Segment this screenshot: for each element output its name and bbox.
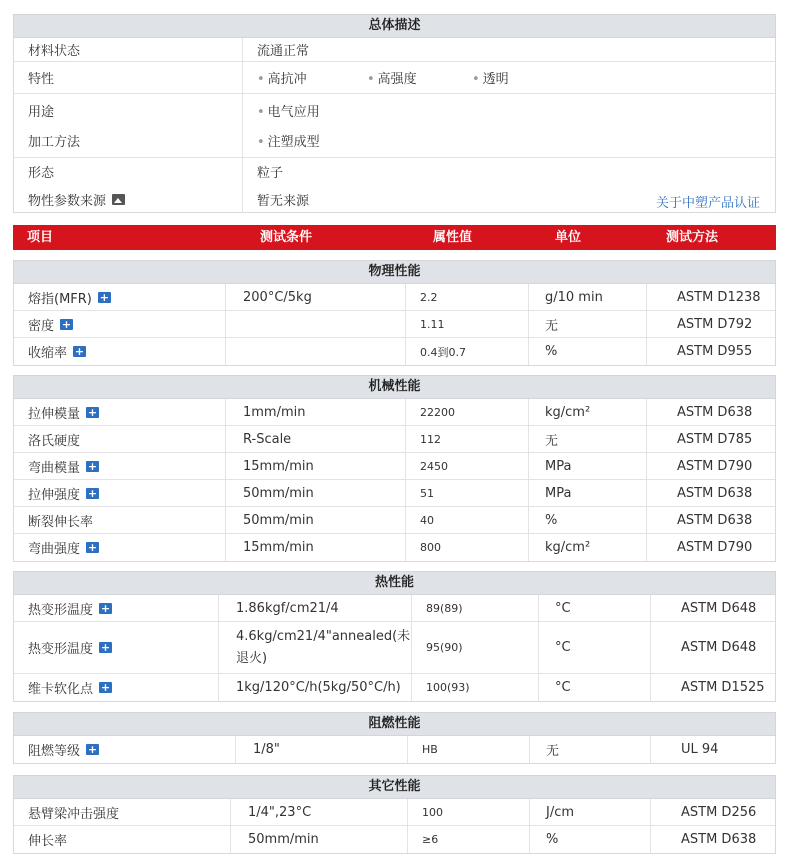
- processing-label: 加工方法: [28, 134, 81, 150]
- property-unit: %: [545, 344, 558, 359]
- cell-unit: [530, 736, 651, 763]
- cell-cond: [219, 622, 412, 673]
- cell-name: [14, 338, 226, 365]
- property-cond: 4.6kg/cm21/4"annealed(未退火): [236, 628, 411, 666]
- property-method: ASTM D790: [677, 540, 753, 555]
- property-value: 2450: [420, 459, 448, 473]
- property-value: 2.2: [420, 290, 438, 304]
- cell-unit: [539, 595, 651, 621]
- cell-method: [651, 595, 775, 621]
- overview-title: 总体描述: [368, 18, 421, 33]
- cell-cond: [226, 426, 406, 452]
- property-name: 阻燃等级: [28, 744, 81, 759]
- property-name: 洛氏硬度: [28, 433, 81, 449]
- cell-name: [14, 826, 231, 853]
- property-method: UL 94: [681, 742, 719, 757]
- table-row: [14, 480, 775, 507]
- table-row: [14, 674, 775, 701]
- cell-method: [651, 826, 775, 853]
- cell-value: [406, 534, 529, 561]
- cell-unit: [539, 622, 651, 673]
- section-title: 物理性能: [368, 264, 421, 279]
- cell-unit: [529, 426, 647, 452]
- table-row: [14, 338, 775, 365]
- col-method: 测试方法: [666, 230, 719, 245]
- uses-processing-row: [14, 94, 775, 158]
- section-header: [13, 571, 776, 595]
- property-value: ≥6: [422, 833, 439, 846]
- feature-item: • 高强度: [367, 72, 417, 87]
- cell-name: [14, 284, 226, 310]
- cell-cond: [226, 507, 406, 533]
- property-method: ASTM D648: [681, 600, 757, 616]
- cell-name: [14, 453, 226, 479]
- property-name: 断裂伸长率: [28, 514, 94, 530]
- section-header: [13, 712, 776, 736]
- property-cond: 1/8": [253, 742, 280, 757]
- col-item: 项目: [27, 230, 54, 245]
- cell-method: [647, 534, 775, 561]
- property-unit: g/10 min: [545, 289, 603, 305]
- property-name: 熔指(MFR): [28, 291, 92, 307]
- property-name: 热变形温度: [28, 642, 94, 657]
- cell-name: [14, 736, 236, 763]
- table-row: [14, 799, 775, 826]
- property-unit: MPa: [545, 485, 572, 501]
- cell-unit: [529, 338, 647, 365]
- cell-value: [406, 453, 529, 479]
- table-row: [14, 399, 775, 426]
- table-row: [14, 622, 775, 674]
- cell-cond: [226, 284, 406, 310]
- section-table: [13, 284, 776, 366]
- property-cond: 50mm/min: [243, 512, 314, 528]
- section-table: [13, 736, 776, 764]
- section-header: [13, 375, 776, 399]
- cell-name: [14, 534, 226, 561]
- cell-method: [647, 338, 775, 365]
- cell-cond: [219, 595, 412, 621]
- table-row: [14, 534, 775, 561]
- property-cond: 50mm/min: [243, 485, 314, 501]
- property-unit: 无: [545, 318, 559, 334]
- cell-method: [647, 453, 775, 479]
- cell-value: [406, 426, 529, 452]
- cell-name: [14, 311, 226, 337]
- uses-label: 用途: [28, 105, 55, 121]
- material-state-row: [14, 38, 775, 62]
- property-value: 95(90): [426, 641, 463, 654]
- property-cond: 1mm/min: [243, 404, 306, 420]
- property-method: ASTM D1238: [677, 289, 761, 305]
- features-row: [14, 62, 775, 94]
- expand-plus-icon[interactable]: +: [87, 743, 98, 756]
- cell-name: [14, 595, 219, 621]
- cell-method: [651, 736, 775, 763]
- property-method: ASTM D638: [677, 404, 753, 420]
- property-method: ASTM D648: [681, 640, 757, 655]
- property-cond: R-Scale: [243, 431, 292, 447]
- col-unit: 单位: [555, 230, 582, 245]
- property-unit: kg/cm²: [545, 404, 591, 420]
- property-method: ASTM D955: [677, 344, 753, 359]
- cell-value: [406, 399, 529, 425]
- property-value: 100(93): [426, 681, 470, 694]
- expand-plus-icon[interactable]: +: [87, 541, 98, 554]
- property-method: ASTM D790: [677, 458, 753, 474]
- source-label-wrap: [28, 190, 125, 209]
- property-value: 1.11: [420, 317, 445, 331]
- property-unit: 无: [545, 433, 559, 449]
- cell-cond: [231, 799, 408, 825]
- section-table: [13, 595, 776, 702]
- cell-unit: [529, 507, 647, 533]
- cell-value: [406, 284, 529, 310]
- property-name: 热变形温度: [28, 602, 94, 618]
- source-label: 物性参数来源: [28, 193, 107, 209]
- cell-name: [14, 674, 219, 701]
- table-row: [14, 453, 775, 480]
- cell-unit: [529, 399, 647, 425]
- expand-plus-icon[interactable]: +: [61, 317, 72, 331]
- cell-unit: [529, 534, 647, 561]
- cell-cond: [236, 736, 408, 763]
- cell-cond: [226, 311, 406, 337]
- property-unit: °C: [555, 640, 571, 655]
- cell-unit: [529, 311, 647, 337]
- cell-cond: [219, 674, 412, 701]
- property-name: 拉伸模量: [28, 406, 81, 422]
- col-condition: 测试条件: [260, 230, 313, 245]
- property-method: ASTM D638: [677, 485, 753, 501]
- cell-cond: [226, 399, 406, 425]
- property-value: 112: [420, 432, 441, 446]
- property-cond: 200°C/5kg: [243, 289, 312, 305]
- expand-plus-icon[interactable]: +: [100, 641, 111, 654]
- cell-value: [406, 311, 529, 337]
- expand-plus-icon[interactable]: +: [100, 601, 111, 615]
- cell-method: [647, 507, 775, 533]
- cell-name: [14, 480, 226, 506]
- certification-link[interactable]: 关于中塑产品认证: [655, 196, 760, 211]
- cell-value: [412, 622, 539, 673]
- uses-value: • 电气应用: [257, 105, 320, 121]
- property-cond: 15mm/min: [243, 458, 314, 474]
- property-value: 100: [422, 805, 443, 819]
- cell-value: [406, 338, 529, 365]
- cell-method: [651, 799, 775, 825]
- section-title: 热性能: [374, 575, 414, 590]
- cell-unit: [530, 799, 651, 825]
- property-name: 拉伸强度: [28, 487, 81, 503]
- cell-cond: [226, 453, 406, 479]
- cell-unit: [529, 453, 647, 479]
- property-cond: 15mm/min: [243, 540, 314, 555]
- source-value: 暂无来源: [257, 193, 310, 209]
- features-label: 特性: [28, 72, 55, 87]
- cell-name: [14, 799, 231, 825]
- table-row: [14, 826, 775, 853]
- cell-unit: [529, 284, 647, 310]
- property-unit: %: [546, 832, 559, 847]
- property-unit: 无: [546, 744, 560, 759]
- expand-plus-icon[interactable]: +: [74, 345, 85, 358]
- property-unit: MPa: [545, 458, 572, 474]
- property-method: ASTM D638: [681, 832, 757, 847]
- form-value: 粒子: [257, 166, 284, 182]
- property-cond: 1/4",23°C: [248, 804, 312, 820]
- property-unit: °C: [555, 600, 571, 616]
- property-method: ASTM D638: [677, 512, 753, 528]
- property-cond: 1.86kgf/cm21/4: [236, 600, 339, 616]
- property-name: 弯曲强度: [28, 542, 81, 557]
- cell-cond: [226, 338, 406, 365]
- cell-unit: [539, 674, 651, 701]
- cell-value: [408, 799, 530, 825]
- cell-method: [647, 399, 775, 425]
- property-method: ASTM D792: [677, 316, 753, 332]
- property-value: HB: [422, 743, 438, 756]
- cell-method: [651, 622, 775, 673]
- section-header: [13, 260, 776, 284]
- cell-method: [647, 284, 775, 310]
- overview-header: [13, 14, 776, 38]
- column-header-bar: [13, 225, 776, 250]
- property-value: 22200: [420, 405, 455, 419]
- cell-value: [406, 480, 529, 506]
- cell-name: [14, 622, 219, 673]
- cell-unit: [530, 826, 651, 853]
- property-value: 51: [420, 486, 434, 500]
- cell-name: [14, 426, 226, 452]
- property-name: 收缩率: [28, 346, 68, 361]
- cell-value: [408, 736, 530, 763]
- property-unit: kg/cm²: [545, 540, 591, 555]
- section-title: 阻燃性能: [368, 716, 421, 731]
- section-table: [13, 399, 776, 562]
- cell-name: [14, 507, 226, 533]
- overview-table: [13, 38, 776, 213]
- property-cond: 1kg/120°C/h(5kg/50°C/h): [236, 680, 401, 695]
- property-unit: %: [545, 512, 558, 528]
- form-source-row: [14, 158, 775, 213]
- cell-cond: [226, 480, 406, 506]
- expand-plus-icon[interactable]: +: [100, 681, 111, 694]
- property-value: 40: [420, 513, 434, 527]
- cell-cond: [231, 826, 408, 853]
- image-icon[interactable]: [112, 194, 125, 205]
- expand-plus-icon[interactable]: +: [87, 459, 98, 473]
- property-method: ASTM D1525: [681, 680, 765, 695]
- form-label: 形态: [28, 166, 55, 182]
- cell-name: [14, 399, 226, 425]
- property-value: 800: [420, 541, 441, 554]
- table-row: [14, 311, 775, 338]
- material-state-value: 流通正常: [257, 44, 310, 59]
- feature-item: • 高抗冲: [257, 72, 307, 87]
- cell-cond: [226, 534, 406, 561]
- cell-value: [412, 674, 539, 701]
- feature-item: • 透明: [472, 72, 509, 87]
- cell-method: [647, 311, 775, 337]
- processing-value: • 注塑成型: [257, 134, 320, 150]
- property-value: 89(89): [426, 601, 463, 615]
- table-row: [14, 595, 775, 622]
- material-state-label: 材料状态: [28, 44, 81, 59]
- property-name: 弯曲模量: [28, 460, 81, 476]
- cell-method: [647, 426, 775, 452]
- cell-value: [412, 595, 539, 621]
- property-unit: °C: [555, 680, 571, 695]
- table-row: [14, 736, 775, 763]
- expand-plus-icon[interactable]: +: [87, 486, 98, 500]
- section-header: [13, 775, 776, 799]
- property-method: ASTM D785: [677, 431, 753, 447]
- cell-value: [408, 826, 530, 853]
- table-row: [14, 507, 775, 534]
- col-value: 属性值: [433, 230, 473, 245]
- cell-unit: [529, 480, 647, 506]
- property-method: ASTM D256: [681, 804, 757, 820]
- property-name: 伸长率: [28, 834, 68, 849]
- property-name: 维卡软化点: [28, 682, 94, 697]
- section-title: 机械性能: [368, 379, 421, 394]
- expand-plus-icon[interactable]: +: [99, 290, 109, 304]
- property-name: 悬臂梁冲击强度: [28, 806, 120, 822]
- section-title: 其它性能: [368, 779, 421, 794]
- property-cond: 50mm/min: [248, 832, 319, 847]
- section-table: [13, 799, 776, 854]
- cell-value: [406, 507, 529, 533]
- property-name: 密度: [28, 318, 55, 334]
- table-row: [14, 284, 775, 311]
- cell-method: [647, 480, 775, 506]
- property-value: 0.4到0.7: [420, 345, 466, 359]
- property-unit: J/cm: [546, 804, 575, 820]
- expand-plus-icon[interactable]: +: [87, 405, 98, 419]
- table-row: [14, 426, 775, 453]
- cell-method: [651, 674, 775, 701]
